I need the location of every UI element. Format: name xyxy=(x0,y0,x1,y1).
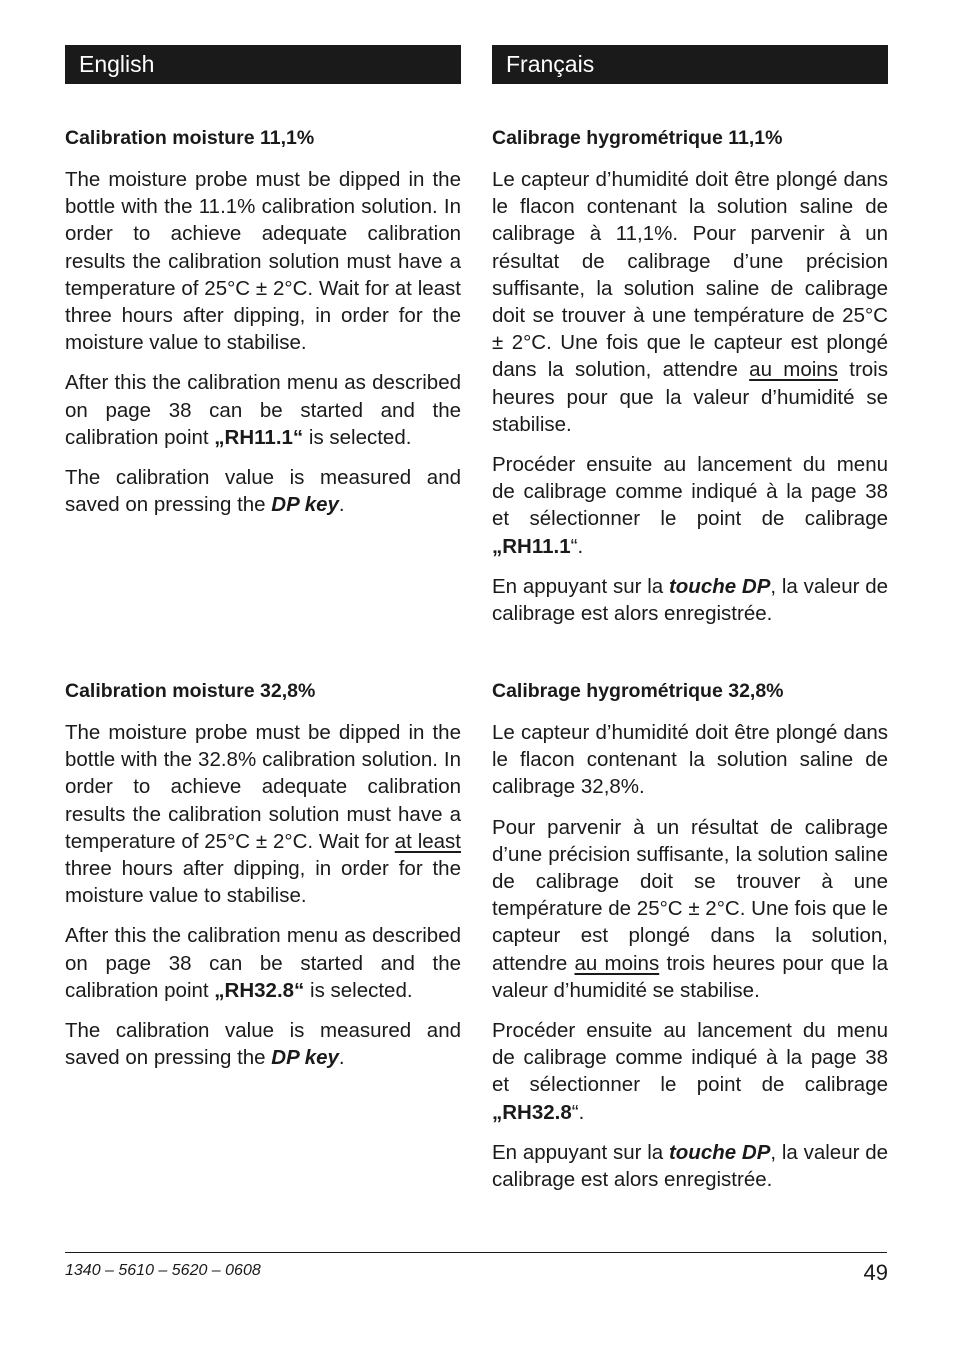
section-calibration-11-1 xyxy=(65,125,461,531)
paragraph: The calibration value is measured and saved on pressing the DP key. xyxy=(65,1019,461,1070)
section-heading: Calibrage hygrométrique 32,8% xyxy=(492,680,784,702)
paragraph: The calibration value is measured and saved on pressing the DP key. xyxy=(65,466,461,517)
calibration-point-label: „RH11.1 xyxy=(492,534,571,558)
emphasis-underline: at least xyxy=(394,829,461,853)
page-number: 49 xyxy=(863,1260,888,1285)
key-name: DP key xyxy=(271,493,339,517)
paragraph: En appuyant sur la touche DP, la valeur de calibrage est alors enregistrée. xyxy=(492,574,889,626)
paragraph: After this the calibration menu as described on page 38 can be started and the calibration point „RH11.1“ is selected. xyxy=(65,371,461,449)
paragraph: The moisture probe must be dipped in the bottle with the 11.1% calibration solution. In order to achieve adequate calibration results the calibration solution must have a temperature of 25°C ± 2°C. Wait for at least three hours after dipping, in order for the moisture value to stabilise. xyxy=(65,168,461,355)
paragraph: Procéder ensuite au lancement du menu de calibrage comme indiqué à la page 38 et sélectionner le point de calibrage „RH11.1“. xyxy=(492,453,888,558)
emphasis-underline: au moins xyxy=(749,358,838,382)
key-name: touche DP xyxy=(668,1140,771,1164)
paragraph: Procéder ensuite au lancement du menu de calibrage comme indiqué à la page 38 et sélectionner le point de calibrage „RH32.8“. xyxy=(492,1019,888,1124)
emphasis-underline: au moins xyxy=(574,951,660,975)
paragraph: Pour parvenir à un résultat de calibrage d’une précision suffisante, la solution saline de calibrage doit se trouver à une température de 25°C ± 2°C. Une fois que le capteur est plongé dans la solution, attendre au moins trois heures pour que la valeur d’humidité se stabilise. xyxy=(492,815,889,1002)
section-heading: Calibration moisture 11,1% xyxy=(65,127,315,149)
paragraph: En appuyant sur la touche DP, la valeur de calibrage est alors enregistrée. xyxy=(492,1140,889,1192)
paragraph: The moisture probe must be dipped in the bottle with the 32.8% calibration solution. In order to achieve adequate calibration results the calibration solution must have a temperature of 25°C ± 2°C. Wait for at least three hours after dipping, in order for the moisture value to stabilise. xyxy=(65,721,461,908)
section-heading: Calibration moisture 32,8% xyxy=(65,680,316,702)
calibration-point-label: „RH11.1“ xyxy=(214,425,304,449)
language-header-english: English xyxy=(65,45,461,84)
key-name: DP key xyxy=(271,1046,339,1070)
paragraph: After this the calibration menu as described on page 38 can be started and the calibration point „RH32.8“ is selected. xyxy=(65,924,461,1002)
footer-divider xyxy=(65,1252,887,1253)
calibration-point-label: „RH32.8 xyxy=(492,1100,572,1124)
section-calibrage-11-1 xyxy=(492,125,888,640)
section-calibration-32-8 xyxy=(65,678,461,1084)
language-header-french: Français xyxy=(492,45,888,84)
section-heading: Calibrage hygrométrique 11,1% xyxy=(492,127,783,149)
section-calibrage-32-8 xyxy=(492,678,888,1206)
french-column xyxy=(492,45,889,1192)
calibration-point-label: „RH32.8“ xyxy=(214,978,305,1002)
paragraph: Le capteur d’humidité doit être plongé dans le flacon contenant la solution saline de calibrage à 11,1%. Pour parvenir à un résultat de calibrage d’une précision suffisante, la solution saline de calibrage doit se trouver à une température de 25°C ± 2°C. Une fois que le capteur est plongé dans la solution, attendre au moins trois heures pour que la valeur d’humidité se stabilise. xyxy=(492,168,888,436)
document-number: 1340 – 5610 – 5620 – 0608 xyxy=(65,1262,261,1279)
key-name: touche DP xyxy=(668,574,771,598)
english-column xyxy=(65,45,461,1070)
paragraph: Le capteur d’humidité doit être plongé dans le flacon contenant la solution saline de calibrage 32,8%. xyxy=(492,721,888,799)
